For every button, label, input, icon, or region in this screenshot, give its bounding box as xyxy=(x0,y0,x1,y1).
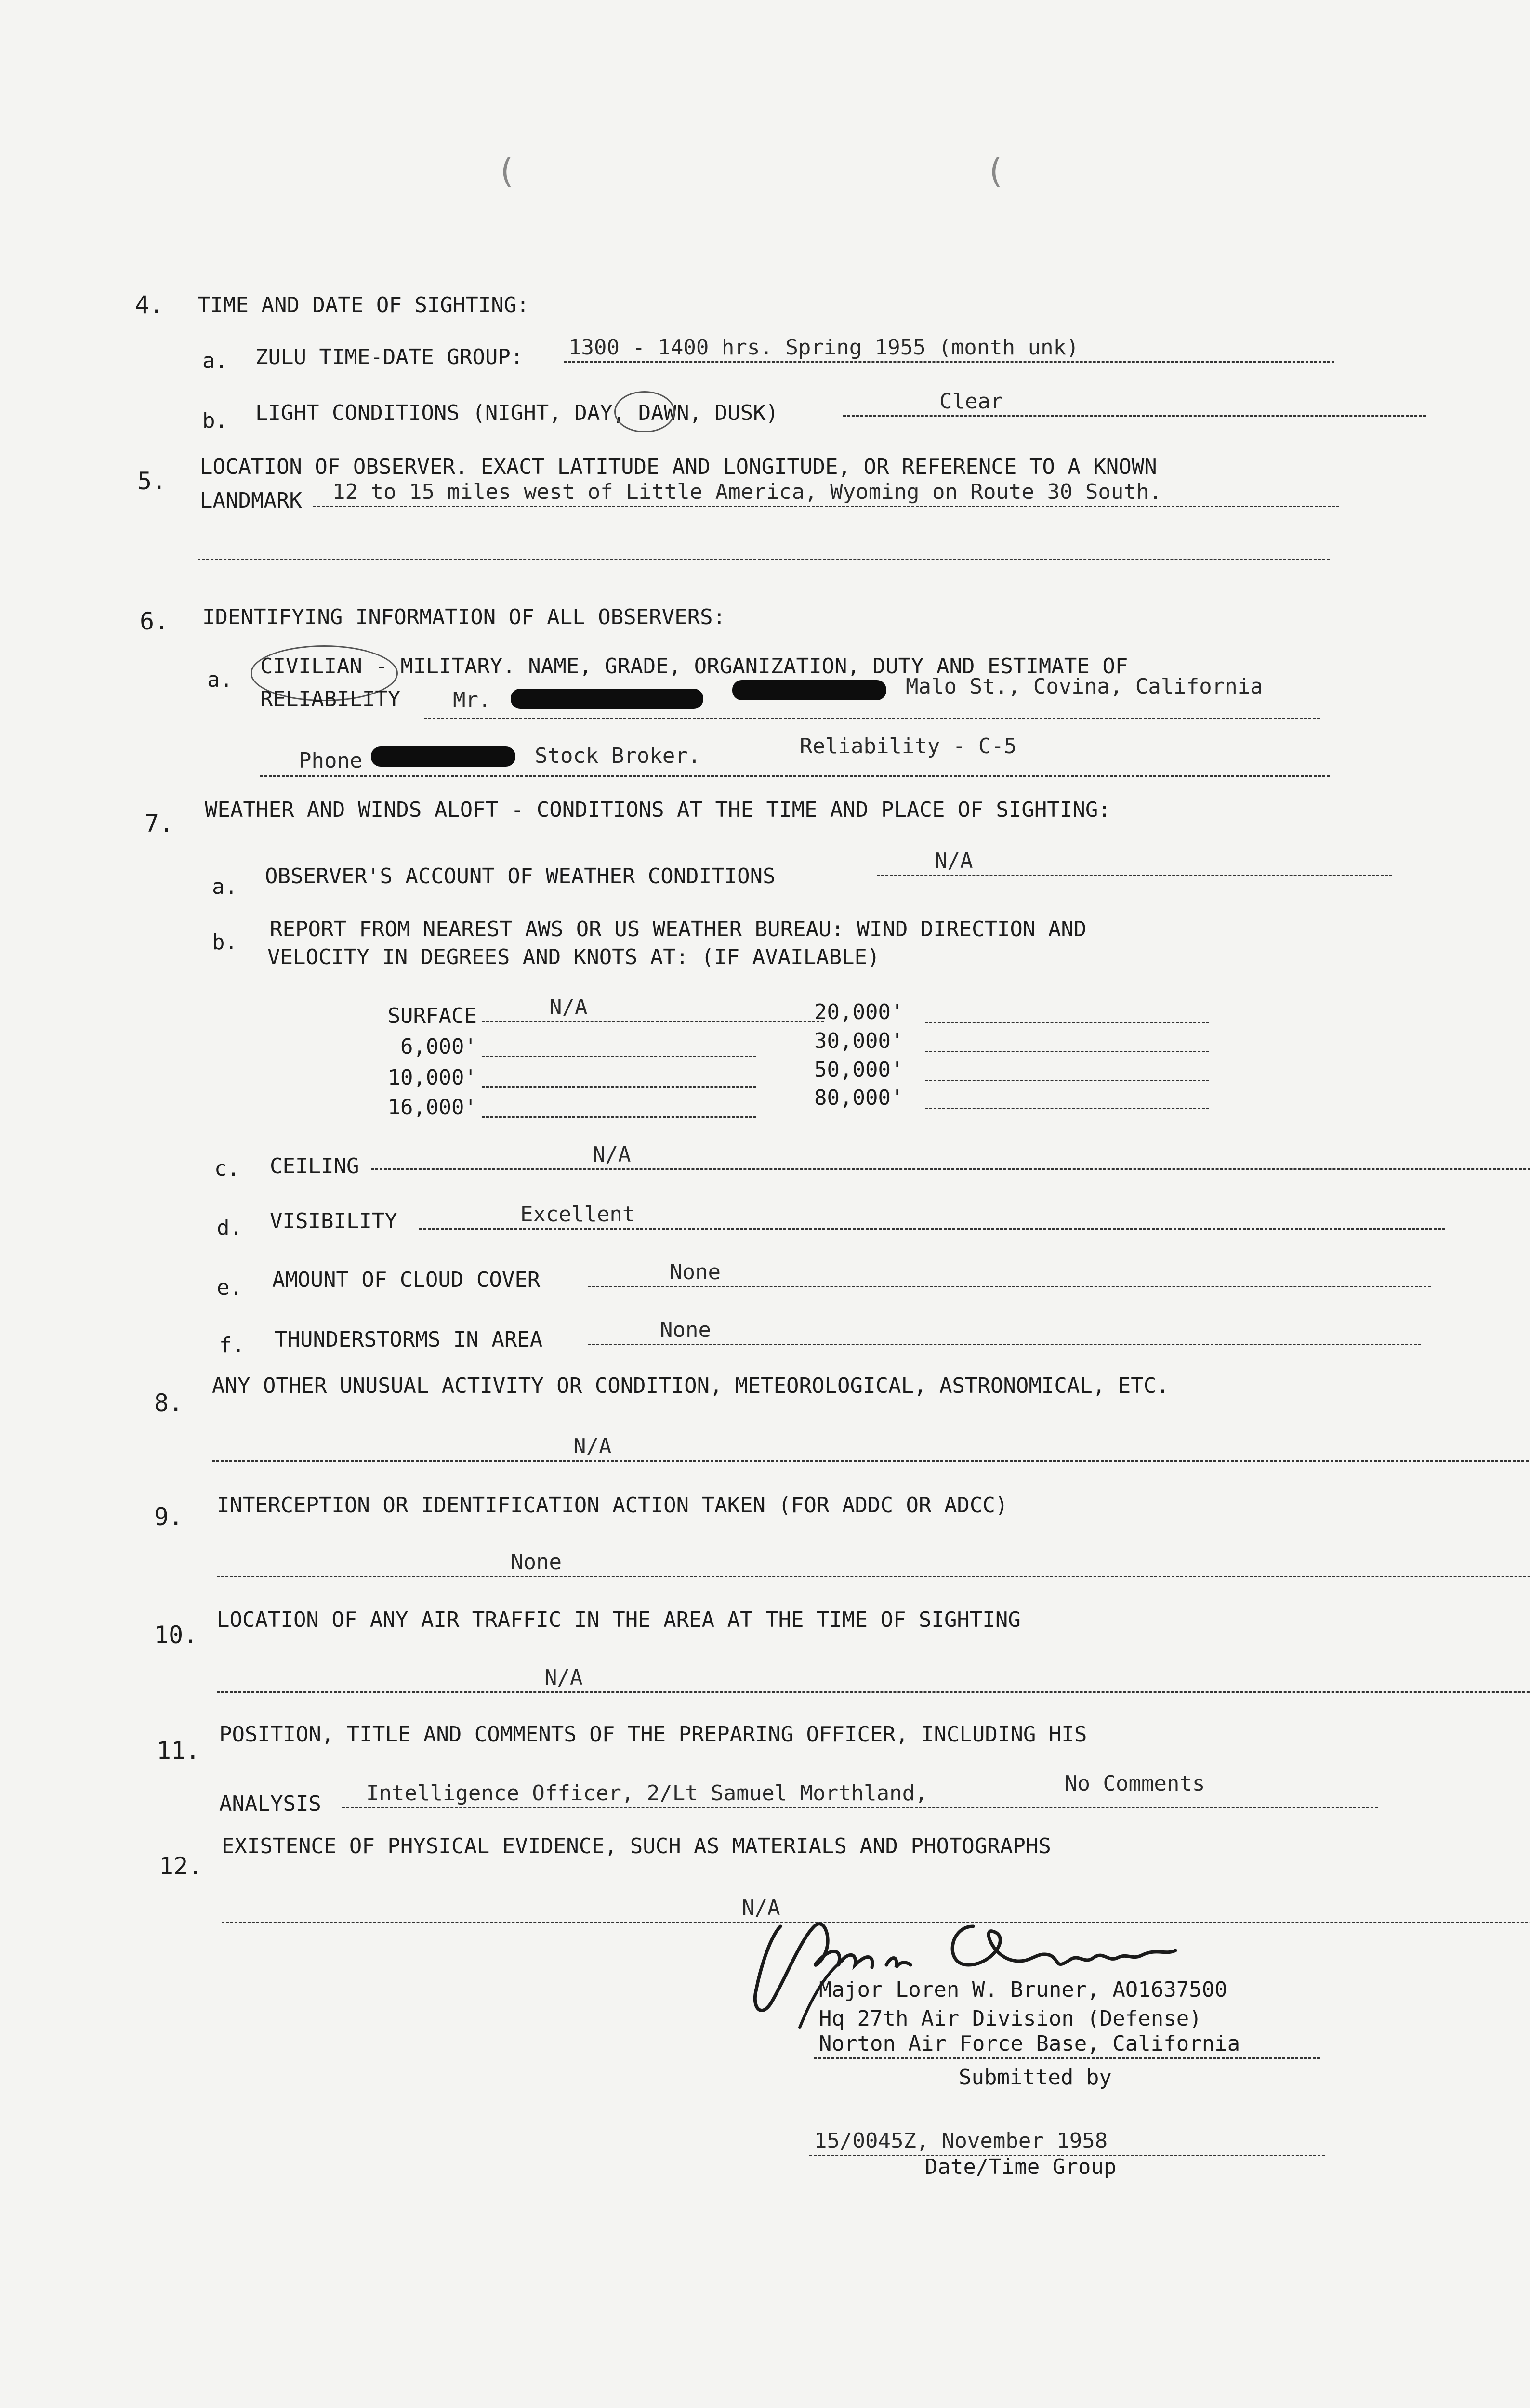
item-7e-letter: e. xyxy=(217,1275,242,1300)
observer-reliability: Reliability - C-5 xyxy=(800,734,1017,759)
item-7d-letter: d. xyxy=(217,1216,242,1240)
item-4b-label: LIGHT CONDITIONS (NIGHT, DAY, DAWN, DUSK) xyxy=(255,401,779,425)
signer-line-3: Norton Air Force Base, California xyxy=(814,2033,1320,2059)
item-7d-value: Excellent xyxy=(419,1204,1445,1230)
redacted-name xyxy=(511,689,703,709)
item-7b-line2: VELOCITY IN DEGREES AND KNOTS AT: (IF AVAILABLE) xyxy=(267,945,880,969)
item-6-number: 6. xyxy=(140,607,169,635)
item-4a-value: 1300 - 1400 hrs. Spring 1955 (month unk) xyxy=(564,337,1334,363)
paren-mark-left: ( xyxy=(496,151,517,191)
item-5-number: 5. xyxy=(137,467,167,495)
item-6-title: IDENTIFYING INFORMATION OF ALL OBSERVERS: xyxy=(202,605,726,629)
item-11-text: POSITION, TITLE AND COMMENTS OF THE PREPARING OFFICER, INCLUDING HIS xyxy=(219,1722,1087,1747)
item-6a-letter: a. xyxy=(207,667,233,692)
wind-10000-label: 10,000' xyxy=(387,1065,477,1090)
wind-80000-line xyxy=(925,1108,1209,1109)
item-6a-line3-rule xyxy=(260,775,1330,777)
item-9-value: None xyxy=(217,1552,1530,1577)
wind-20000-line xyxy=(925,1022,1209,1023)
item-12-text: EXISTENCE OF PHYSICAL EVIDENCE, SUCH AS MATERIALS AND PHOTOGRAPHS xyxy=(222,1834,1051,1858)
item-6a-reliability-label: RELIABILITY xyxy=(260,687,401,711)
item-7c-value: N/A xyxy=(371,1144,1530,1170)
item-4-number: 4. xyxy=(135,291,164,319)
item-11-analysis-value: Intelligence Officer, 2/Lt Samuel Morthland, xyxy=(342,1783,1378,1808)
observer-occupation: Stock Broker. xyxy=(535,744,701,768)
item-7a-label: OBSERVER'S ACCOUNT OF WEATHER CONDITIONS xyxy=(265,864,776,889)
item-10-text: LOCATION OF ANY AIR TRAFFIC IN THE AREA AT THE TIME OF SIGHTING xyxy=(217,1608,1021,1632)
item-7-title: WEATHER AND WINDS ALOFT - CONDITIONS AT THE TIME AND PLACE OF SIGHTING: xyxy=(205,798,1111,822)
paren-mark-right: ( xyxy=(985,151,1006,191)
item-4a-label: ZULU TIME-DATE GROUP: xyxy=(255,345,524,369)
item-6a-line2-rule xyxy=(424,718,1320,719)
item-6a-line1: CIVILIAN - MILITARY. NAME, GRADE, ORGANIZATION, DUTY AND ESTIMATE OF xyxy=(260,654,1128,679)
item-11-comments: No Comments xyxy=(1065,1771,1205,1796)
item-7e-value: None xyxy=(588,1262,1431,1287)
item-7-number: 7. xyxy=(145,810,174,838)
item-7b-line1: REPORT FROM NEAREST AWS OR US WEATHER BUREAU: WIND DIRECTION AND xyxy=(270,917,1087,942)
signer-line-2: Hq 27th Air Division (Defense) xyxy=(819,2006,1202,2031)
item-7f-label: THUNDERSTORMS IN AREA xyxy=(275,1327,543,1352)
submitted-by-label: Submitted by xyxy=(959,2065,1112,2090)
signer-line-1: Major Loren W. Bruner, AO1637500 xyxy=(819,1977,1227,2002)
item-7f-letter: f. xyxy=(219,1333,245,1358)
item-12-value: N/A xyxy=(222,1898,1530,1923)
wind-30000-line xyxy=(925,1051,1209,1052)
item-11-number: 11. xyxy=(157,1737,200,1765)
wind-6000-label: 6,000' xyxy=(400,1034,477,1059)
item-7a-value: N/A xyxy=(877,851,1392,876)
item-7c-label: CEILING xyxy=(270,1154,359,1178)
wind-surface-value: N/A xyxy=(482,997,824,1022)
redacted-street-number xyxy=(732,680,886,700)
item-8-text: ANY OTHER UNUSUAL ACTIVITY OR CONDITION, METEOROLOGICAL, ASTRONOMICAL, ETC. xyxy=(212,1374,1169,1398)
wind-16000-label: 16,000' xyxy=(387,1095,477,1120)
wind-surface-label: SURFACE xyxy=(387,1004,477,1028)
observer-name-prefix: Mr. xyxy=(453,688,491,712)
wind-50000-label: 50,000' xyxy=(814,1058,904,1082)
item-7a-letter: a. xyxy=(212,875,237,899)
observer-phone-label: Phone xyxy=(299,748,363,773)
item-12-number: 12. xyxy=(159,1852,203,1880)
item-4-title: TIME AND DATE OF SIGHTING: xyxy=(198,293,529,317)
wind-50000-line xyxy=(925,1080,1209,1081)
wind-10000-line xyxy=(482,1086,756,1088)
wind-30000-label: 30,000' xyxy=(814,1029,904,1053)
item-5-landmark-label: LANDMARK xyxy=(200,488,302,513)
item-5-extra-line xyxy=(198,559,1330,560)
wind-80000-label: 80,000' xyxy=(814,1086,904,1110)
item-9-number: 9. xyxy=(154,1503,184,1531)
redacted-phone xyxy=(371,746,515,767)
item-7b-letter: b. xyxy=(212,930,237,955)
item-10-value: N/A xyxy=(217,1667,1530,1693)
item-8-value: N/A xyxy=(212,1436,1530,1462)
day-circle xyxy=(614,391,675,432)
item-8-number: 8. xyxy=(154,1389,184,1417)
item-5-line1: LOCATION OF OBSERVER. EXACT LATITUDE AND LONGITUDE, OR REFERENCE TO A KNOWN xyxy=(200,455,1157,479)
wind-6000-line xyxy=(482,1056,756,1057)
datetime-value: 15/0045Z, November 1958 xyxy=(809,2131,1325,2156)
datetime-label: Date/Time Group xyxy=(925,2155,1117,2179)
item-4b-value: Clear xyxy=(843,391,1426,417)
item-7f-value: None xyxy=(588,1320,1421,1345)
wind-16000-line xyxy=(482,1116,756,1118)
item-4a-letter: a. xyxy=(202,349,228,373)
item-11-analysis-label: ANALYSIS xyxy=(219,1792,321,1816)
item-9-text: INTERCEPTION OR IDENTIFICATION ACTION TAKEN (FOR ADDC OR ADCC) xyxy=(217,1493,1008,1518)
item-7d-label: VISIBILITY xyxy=(270,1209,397,1233)
item-7e-label: AMOUNT OF CLOUD COVER xyxy=(272,1268,541,1292)
observer-address: Malo St., Covina, California xyxy=(906,674,1263,699)
item-10-number: 10. xyxy=(154,1621,198,1649)
item-7c-letter: c. xyxy=(214,1156,240,1181)
item-5-landmark-value: 12 to 15 miles west of Little America, Wyoming on Route 30 South. xyxy=(313,482,1339,507)
wind-20000-label: 20,000' xyxy=(814,1000,904,1024)
item-4b-letter: b. xyxy=(202,408,228,433)
